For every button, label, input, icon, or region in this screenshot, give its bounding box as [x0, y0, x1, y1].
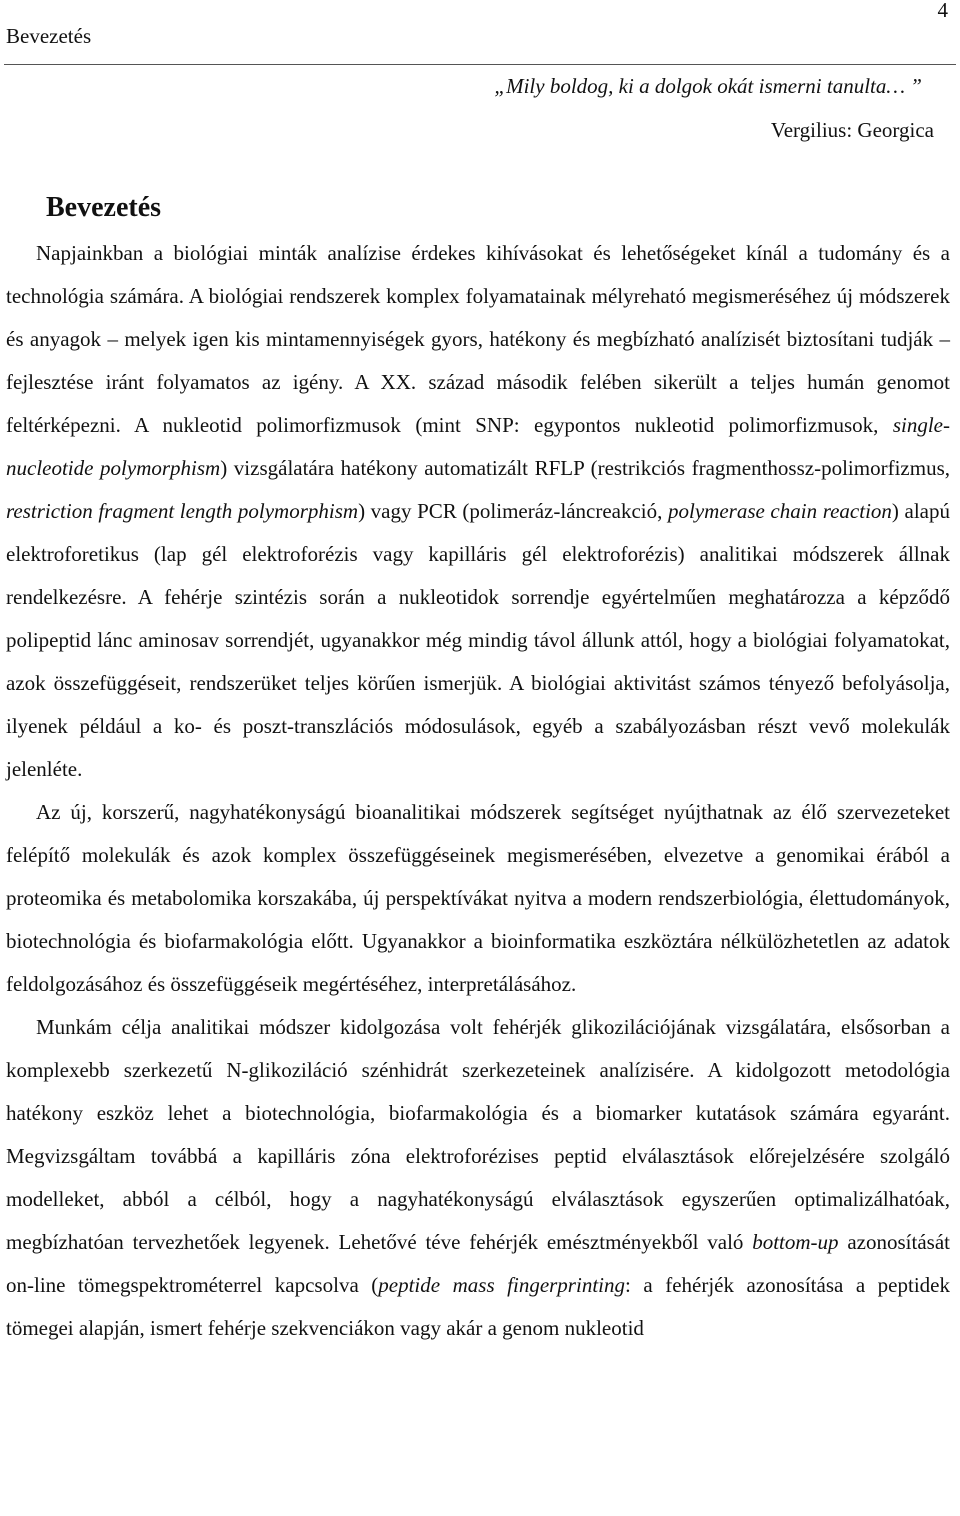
body-text — [6, 232, 950, 1350]
text-run: azonosítását on-line tömegspektrométerrel kapcsolva ( — [6, 1230, 950, 1297]
paragraph — [6, 232, 950, 791]
running-header-title: Bevezetés — [6, 24, 92, 48]
text-run: ) alapú elektroforetikus (lap gél elektroforézis vagy kapilláris gél elektroforézis) analitikai módszerek állnak rendelkezésre. A fehérje szintézis során a nukleotidok sorrendje egyértelműen meghatározza a képződő polipeptid lánc aminosav sorrendjét, ugyanakkor még mindig távol állunk attól, hogy a biológiai folyamatokat, azok összefüggéseit, rendszerüket teljes körűen ismerjük. A biológiai aktivitást számos tényező befolyásolja, ilyenek például a ko- és poszt-transzlációs módosulások, egyéb a szabályozásban részt vevő molekulák jelenléte. — [6, 499, 950, 781]
section-title: Bevezetés — [46, 192, 162, 223]
epigraph-source: Vergilius: Georgica — [770, 118, 934, 142]
text-run: ) vizsgálatára hatékony automatizált RFLP (restrikciós fragmenthossz-polimorfizmus, — [220, 456, 950, 480]
page-number: 4 — [937, 0, 948, 22]
text-run: : a fehérjék azonosítása a peptidek tömegei alapján, ismert fehérje szekvenciákon vagy akár a genom nukleotid — [6, 1273, 950, 1340]
text-run: Munkám célja analitikai módszer kidolgozása volt fehérjék glikozilációjának vizsgálatára, elsősorban a komplexebb szerkezetű N-glikoziláció szénhidrát szerkezeteinek analízisére. A kidolgozott metodológia hatékony eszköz lehet a biotechnológia, biofarmakológia és a biomarker kutatások számára egyaránt. Megvizsgáltam továbbá a kapilláris zóna elektroforézises peptid elválasztások előrejelzésére szolgáló modelleket, abból a célból, hogy a nagyhatékonyságú elválasztások egyszerűen optimalizálhatóak, megbízhatóan tervezhetőek legyenek. Lehetővé téve fehérjék emésztményekből való — [6, 1015, 950, 1254]
header-rule — [4, 64, 956, 65]
text-run: Napjainkban a biológiai minták analízise érdekes kihívásokat és lehetőségeket kínál a tudomány és a technológia számára. A biológiai rendszerek komplex folyamatainak mélyreható megismeréséhez új módszerek és anyagok – melyek igen kis mintamennyiségek gyors, hatékony és megbízható analízisét biztosítani tudják – fejlesztése iránt folyamatos az igény. A XX. század második felében sikerült a teljes humán genomot feltérképezni. A nukleotid polimorfizmusok (mint SNP: egypontos nukleotid polimorfizmusok, — [6, 241, 950, 437]
italic-term: single-nucleotide polymorphism — [6, 413, 950, 480]
italic-term: peptide mass fingerprinting — [378, 1273, 625, 1297]
text-run: Az új, korszerű, nagyhatékonyságú bioanalitikai módszerek segítséget nyújthatnak az élő szervezeteket felépítő molekulák és azok komplex összefüggéseinek megismerésében, elvezetve a genomikai érából a proteomika és metabolomika korszakába, új perspektívákat nyitva a modern rendszerbiológia, élettudományok, biotechnológia és biofarmakológia előtt. Ugyanakkor a bioinformatika eszköztára nélkülözhetetlen az adatok feldolgozásához és összefüggéseik megértéséhez, interpretálásához. — [6, 800, 950, 996]
page-header — [0, 0, 960, 62]
italic-term: bottom-up — [752, 1230, 839, 1254]
text-run: ) vagy PCR (polimeráz-láncreakció, — [358, 499, 668, 523]
italic-term: polymerase chain reaction — [668, 499, 892, 523]
epigraph-quote: „Mily boldog, ki a dolgok okát ismerni tanulta… ” — [494, 74, 922, 98]
paragraph — [6, 791, 950, 1006]
italic-term: restriction fragment length polymorphism — [6, 499, 359, 523]
paragraph — [6, 1006, 950, 1350]
